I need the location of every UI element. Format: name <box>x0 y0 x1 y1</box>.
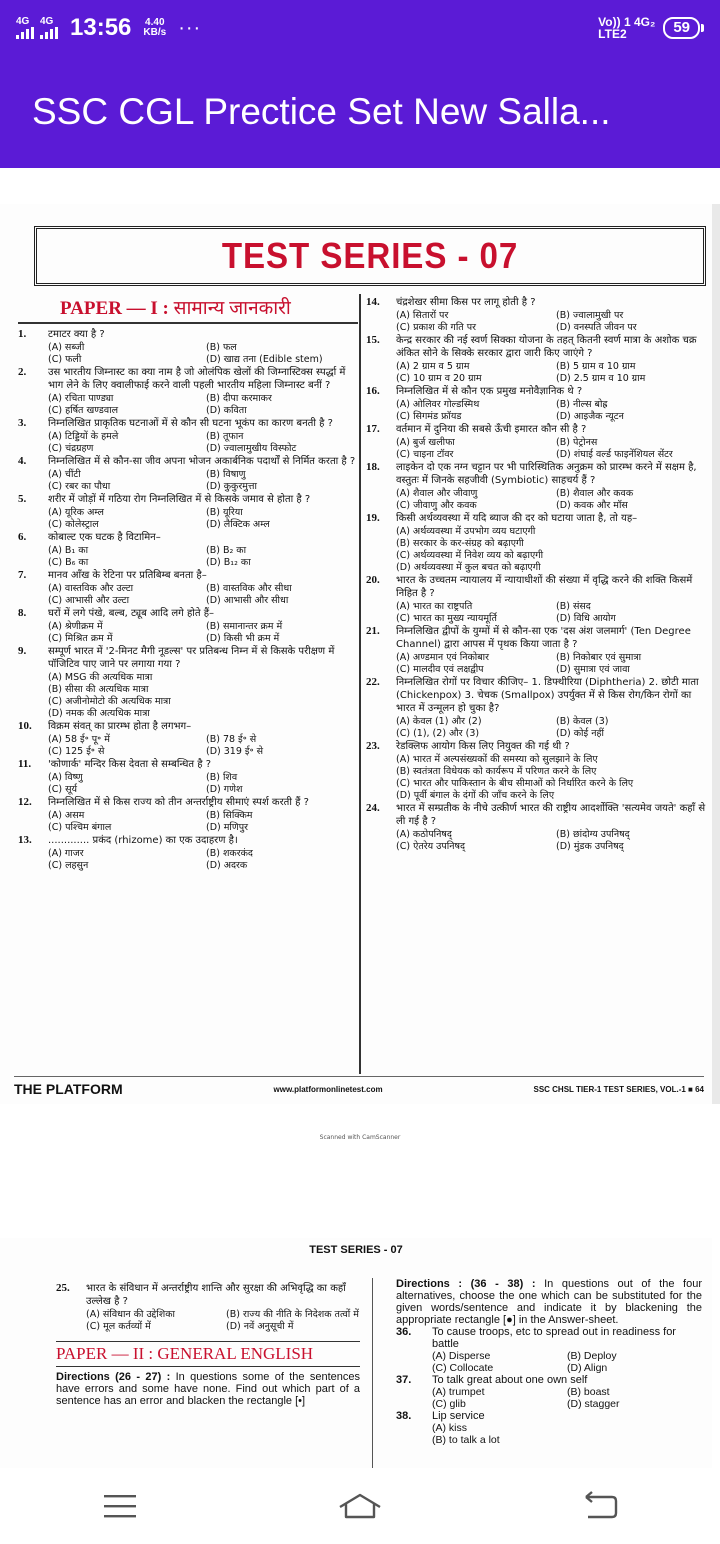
answer-option: (C) जीवाणु और कवक <box>396 500 477 511</box>
sim1-label: 4G <box>16 16 30 27</box>
back-button[interactable] <box>560 1476 640 1536</box>
answer-option <box>556 562 710 574</box>
publisher-name: THE PLATFORM <box>14 1081 123 1097</box>
answer-option: (C) कोलेस्ट्राल <box>48 519 99 530</box>
answer-option: (C) सिगमंड फ्रॉयड <box>396 411 462 422</box>
question-text: To talk great about one own self <box>432 1374 588 1386</box>
question-number: 25. <box>56 1282 70 1294</box>
answer-option: (B) स्वतंत्रता विधेयक को कार्यरूप में परिणत करने के लिए <box>396 766 597 777</box>
question-number: 11. <box>18 758 32 770</box>
menu-icon <box>102 1492 138 1520</box>
answer-option: (D) लैक्टिक अम्ल <box>206 519 270 530</box>
system-navigation-bar <box>0 1468 720 1544</box>
answer-option: (A) अण्डमान एवं निकोबार <box>396 652 490 663</box>
directions-text <box>396 1278 702 1326</box>
paper-prefix: PAPER — I : <box>60 298 169 319</box>
answer-option: (C) (1), (2) और (3) <box>396 728 480 739</box>
question-item <box>396 1374 702 1410</box>
answer-option: (A) भारत का राष्ट्रपति <box>396 601 473 612</box>
question-item <box>366 676 710 740</box>
answer-option: (A) B₁ का <box>48 545 89 556</box>
question-text: घरों में लगे पंखे, बल्ब, ट्यूब आदि लगे होते हैं– <box>48 608 215 619</box>
question-item <box>396 1410 702 1446</box>
answer-option: (A) श्रेणीक्रम में <box>48 621 103 632</box>
question-text: चंद्रशेखर सीमा किस पर लागू होती है ? <box>396 297 536 308</box>
left-column <box>56 1282 360 1407</box>
column-divider <box>372 1278 373 1478</box>
question-item <box>366 296 710 334</box>
question-number: 10. <box>18 720 32 732</box>
answer-option: (B) यूरिया <box>206 507 243 518</box>
signal-bars-icon <box>40 27 58 39</box>
answer-option: (D) ज्वालामुखीय विस्फोट <box>206 443 297 454</box>
answer-option: (B) विषाणु <box>206 469 246 480</box>
question-list <box>366 296 710 853</box>
answer-option: (C) glib <box>432 1398 466 1410</box>
answer-option: (A) रचिता पाण्ड्या <box>48 393 114 404</box>
question-text: सम्पूर्ण भारत में '2-मिनट मैगी नूडल्स' पर प्रतिबन्ध निम्न में से किसके परीक्षण में पॉजिटिव पाए जाने पर लगाया गया ? <box>48 646 335 670</box>
answer-option: (D) मणिपुर <box>206 822 249 833</box>
answer-option: (D) कवक और मॉस <box>556 500 628 511</box>
answer-option: (B) समानान्तर क्रम में <box>206 621 283 632</box>
answer-option: (C) रबर का पौधा <box>48 481 111 492</box>
answer-option: (C) फली <box>48 354 82 365</box>
question-item <box>18 796 358 834</box>
question-number: 6. <box>18 531 27 543</box>
question-text: उस भारतीय जिम्नास्ट का क्या नाम है जो ओलंपिक खेलों की जिम्नास्टिक्स स्पर्द्धा में भाग लेने के लिए क्वालीफाई करने वाली पहली भारतीय महिला जिम्नास्ट बनीं ? <box>48 367 346 391</box>
answer-option: (C) 125 ई॰ से <box>48 746 105 757</box>
sim1-signal <box>16 17 34 39</box>
question-text: लाइकेन दो एक नग्न चट्टान पर भी पारिस्थितिक अनुक्रम को प्रारम्भ करने में सक्षम है, वस्तुतः में जिनके सहजीवी (Symbiotic) साहचर्य हैं ? <box>396 462 697 486</box>
answer-option: (D) 2.5 ग्राम व 10 ग्राम <box>556 373 646 384</box>
question-item <box>18 720 358 758</box>
answer-option: (D) वनस्पति जीवन पर <box>556 322 637 333</box>
answer-option: (B) B₂ का <box>206 545 247 556</box>
question-item <box>396 1326 702 1374</box>
answer-option: (C) आभासी और उल्टा <box>48 595 130 606</box>
answer-option: (B) ज्वालामुखी पर <box>556 310 624 321</box>
answer-option: (D) कविता <box>206 405 247 416</box>
volte-label: Vo)) 1 <box>598 15 631 29</box>
answer-option: (D) किसी भी क्रम में <box>206 633 280 644</box>
answer-option: (C) हर्षित खण्डवाल <box>48 405 119 416</box>
answer-option: (D) आइजैक न्यूटन <box>556 411 624 422</box>
question-number: 24. <box>366 802 380 814</box>
question-list <box>18 328 358 872</box>
document-page <box>0 204 712 1104</box>
answer-option: (A) संविधान की उद्देशिका <box>86 1309 175 1320</box>
answer-option: (D) stagger <box>567 1398 620 1410</box>
answer-option: (C) प्रकाश की गति पर <box>396 322 477 333</box>
network-indicator <box>598 16 655 40</box>
answer-option: (C) मूल कर्तव्यों में <box>86 1321 151 1332</box>
answer-option: (C) सूर्य <box>48 784 77 795</box>
answer-option: (A) trumpet <box>432 1386 485 1398</box>
paper-name: सामान्य जानकारी <box>173 298 291 319</box>
answer-option: (C) भारत का मुख्य न्यायमूर्ति <box>396 613 497 624</box>
question-text: निम्नलिखित में से कौन एक प्रमुख मनोवैज्ञानिक थे ? <box>396 386 583 397</box>
answer-option: (B) to talk a lot <box>432 1434 500 1446</box>
answer-option: (A) वास्तविक और उल्टा <box>48 583 134 594</box>
question-text: मानव आँख के रेटिना पर प्रतिबिम्ब बनता है– <box>48 570 207 581</box>
question-item <box>366 385 710 423</box>
question-text: 'कोणार्क' मन्दिर किस देवता से सम्बन्धित है ? <box>48 759 212 770</box>
answer-option: (A) असम <box>48 810 85 821</box>
question-text: भारत में सम्प्रतीक के नीचे उत्कीर्ण भारत की राष्ट्रीय आदर्शोक्ति 'सत्यमेव जयते' कहाँ से ली गई है ? <box>396 803 706 827</box>
question-number: 19. <box>366 512 380 524</box>
battery-icon <box>663 17 704 39</box>
publisher-website: www.platformonlinetest.com <box>273 1084 383 1094</box>
home-button[interactable] <box>320 1476 400 1536</box>
answer-option <box>567 1434 702 1446</box>
test-series-title: TEST SERIES - 07 <box>309 1244 403 1256</box>
question-item <box>366 625 710 676</box>
question-number: 37. <box>396 1374 412 1386</box>
answer-option: (D) Align <box>567 1362 608 1374</box>
answer-option: (A) सितारों पर <box>396 310 449 321</box>
question-number: 1. <box>18 328 27 340</box>
scanner-watermark: Scanned with CamScanner <box>319 1134 401 1141</box>
answer-option: (D) शंघाई वर्ल्ड फाइनेंशियल सेंटर <box>556 449 673 460</box>
answer-option <box>556 550 710 562</box>
answer-option: (D) अर्थव्यवस्था में कुल बचत को बढ़ाएगी <box>396 562 541 573</box>
answer-option: (D) नमक की अत्यधिक मात्रा <box>48 708 150 719</box>
question-item <box>366 461 710 512</box>
answer-option <box>556 538 710 550</box>
status-bar <box>0 0 720 56</box>
more-notifications-icon: ··· <box>178 16 202 39</box>
answer-option: (A) सब्जी <box>48 342 85 353</box>
answer-option: (C) पश्चिम बंगाल <box>48 822 112 833</box>
series-page-number: SSC CHSL TIER-1 TEST SERIES, VOL.-1 ■ 64 <box>533 1084 704 1094</box>
answer-option: (C) चाइना टॉवर <box>396 449 454 460</box>
speed-value: 4.40 <box>145 17 165 28</box>
question-text: ............. प्रकंद (rhizome) का एक उदाहरण है। <box>48 835 238 846</box>
answer-option: (B) केवल (3) <box>556 716 609 727</box>
answer-option: (A) कठोपनिषद् <box>396 829 452 840</box>
question-text: कोबाल्ट एक घटक है विटामिन– <box>48 532 161 543</box>
answer-option: (C) मालदीव एवं लक्षद्वीप <box>396 664 484 675</box>
question-text: भारत के उच्चतम न्यायालय में न्यायाधीशों की संख्या में वृद्धि करने की शक्ति किसमें निहित है ? <box>396 575 693 599</box>
directions-body: In questions some of the sentences have errors and some have none. Find out which part of a sentence has an error and blacken the rectangle [•] <box>56 1371 360 1407</box>
question <box>56 1282 360 1333</box>
question-number: 4. <box>18 455 27 467</box>
question-text: शरीर में जोड़ों में गठिया रोग निम्नलिखित में से किसके जमाव से होता है ? <box>48 494 311 505</box>
answer-option: (A) चींटी <box>48 469 81 480</box>
answer-option: (D) B₁₂ का <box>206 557 251 568</box>
answer-option: (A) kiss <box>432 1422 467 1434</box>
answer-option: (D) अदरक <box>206 860 248 871</box>
question-number: 14. <box>366 296 380 308</box>
question-item <box>366 574 710 625</box>
answer-option: (A) गाजर <box>48 848 84 859</box>
paper-heading: PAPER — II : GENERAL ENGLISH <box>56 1341 360 1367</box>
answer-option: (A) यूरिक अम्ल <box>48 507 104 518</box>
left-column <box>18 294 358 872</box>
answer-option: (B) पेट्रोनस <box>556 437 598 448</box>
question-text: निम्नलिखित प्राकृतिक घटनाओं में से कौन सी घटना भूकंप का कारण बनती है ? <box>48 418 333 429</box>
answer-option: (C) भारत और पाकिस्तान के बीच सीमाओं को निर्धारित करने के लिए <box>396 778 634 789</box>
answer-option: (B) शिव <box>206 772 238 783</box>
answer-option <box>639 766 710 778</box>
question-item <box>18 493 358 531</box>
lte-label: LTE2 <box>598 27 627 41</box>
answer-option <box>206 672 358 684</box>
menu-button[interactable] <box>80 1476 160 1536</box>
battery-level: 59 <box>663 17 700 39</box>
question-number: 17. <box>366 423 380 435</box>
answer-option: (A) अर्थव्यवस्था में उपभोग व्यय घटाएगी <box>396 526 536 537</box>
question-item <box>18 328 358 366</box>
question-item <box>18 417 358 455</box>
answer-option: (C) लहसुन <box>48 860 89 871</box>
answer-option <box>639 790 710 802</box>
answer-option: (B) तूफान <box>206 431 244 442</box>
question-text: किसी अर्थव्यवस्था में यदि ब्याज की दर को घटाया जाता है, तो यह– <box>396 513 638 524</box>
answer-option <box>206 708 358 720</box>
question-text: निम्नलिखित में से किस राज्य को तीन अन्तर्राष्ट्रीय सीमाएं स्पर्श करती हैं ? <box>48 797 309 808</box>
answer-option <box>206 696 358 708</box>
answer-option: (D) नवें अनुसूची में <box>226 1321 294 1332</box>
answer-option <box>556 526 710 538</box>
directions-head: Directions : (36 - 38) : <box>396 1278 536 1290</box>
question-number: 13. <box>18 834 32 846</box>
question-number: 7. <box>18 569 27 581</box>
question-text: टमाटर क्या है ? <box>48 329 105 340</box>
answer-option: (B) boast <box>567 1386 610 1398</box>
question-number: 23. <box>366 740 380 752</box>
answer-option: (A) 2 ग्राम व 5 ग्राम <box>396 361 470 372</box>
document-viewer[interactable] <box>0 168 720 1468</box>
question-text: विक्रम संवत् का प्रारम्भ होता है लगभग– <box>48 721 192 732</box>
app-bar <box>0 56 720 168</box>
answer-option: (B) नील्स बोह्र <box>556 399 608 410</box>
answer-option: (C) Collocate <box>432 1362 494 1374</box>
question-list <box>396 1326 702 1446</box>
question-item <box>18 569 358 607</box>
question-number: 3. <box>18 417 27 429</box>
question-text: निम्नलिखित रोगों पर विचार कीजिए– 1. डिफ्थीरिया (Diphtheria) 2. छोटी माता (Chickenpox) 3. चेचक (Smallpox) उपर्युक्त में से किस रोग/किन रोगों का भारत में उन्मूलन हो चुका है? <box>396 677 699 714</box>
question-number: 21. <box>366 625 380 637</box>
question-number: 2. <box>18 366 27 378</box>
network-speed <box>143 18 166 38</box>
question-item <box>18 645 358 720</box>
network-label: 4G₂ <box>633 15 656 29</box>
answer-option: (B) शकरकंद <box>206 848 253 859</box>
answer-option: (B) Deploy <box>567 1350 617 1362</box>
answer-option: (D) मुंडक उपनिषद् <box>556 841 624 852</box>
question-text: केन्द्र सरकार की नई स्वर्ण सिक्का योजना के तहत् कितनी स्वर्ण मात्रा के अशोक चक्र अंकित सोने के सिक्के सरकार द्वारा जारी किए जाएंगे ? <box>396 335 697 359</box>
question-item <box>18 455 358 493</box>
directions-body: In questions out of the four alternatives, choose the one which can be substituted for the given words/sentence and indicate it by blackening the appropriate rectangle [●] in the Answer-sheet. <box>396 1278 703 1326</box>
question-item <box>366 740 710 802</box>
answer-option: (D) विधि आयोग <box>556 613 616 624</box>
question-number: 5. <box>18 493 27 505</box>
question-item <box>18 531 358 569</box>
answer-option: (A) केवल (1) और (2) <box>396 716 482 727</box>
answer-option: (C) ऐतरेय उपनिषद् <box>396 841 466 852</box>
question-number: 36. <box>396 1326 412 1338</box>
question-text: To cause troops, etc to spread out in readiness for battle <box>432 1326 676 1350</box>
answer-option: (B) निकोबार एवं सुमात्रा <box>556 652 642 663</box>
answer-option: (A) टिड्डियों के हमले <box>48 431 119 442</box>
question-text: रेडक्लिफ आयोग किस लिए नियुक्त की गई थी ? <box>396 741 570 752</box>
question-text: निम्नलिखित में से कौन-सा जीव अपना भोजन अकार्बनिक पदार्थों से निर्मित करता है ? <box>48 456 356 467</box>
answer-option: (A) MSG की अत्यधिक मात्रा <box>48 672 153 683</box>
answer-option: (B) सरकार के कर-संग्रह को बढ़ाएगी <box>396 538 524 549</box>
answer-option: (D) गणेश <box>206 784 243 795</box>
question-number: 9. <box>18 645 27 657</box>
answer-option: (A) ओलिवर गोल्डस्मिथ <box>396 399 480 410</box>
answer-option: (D) खाद्य तना (Edible stem) <box>206 354 323 365</box>
answer-option <box>206 684 358 696</box>
question-number: 8. <box>18 607 27 619</box>
answer-option <box>567 1422 702 1434</box>
answer-option: (C) अर्थव्यवस्था में निवेश व्यय को बढ़ाएगी <box>396 550 544 561</box>
right-column <box>396 1278 702 1446</box>
answer-option: (D) 319 ई॰ से <box>206 746 264 757</box>
answer-option: (D) कुकुरमुत्ता <box>206 481 257 492</box>
answer-option: (A) Disperse <box>432 1350 491 1362</box>
question-number: 18. <box>366 461 380 473</box>
question-number: 38. <box>396 1410 412 1422</box>
answer-option: (A) 58 ई॰ पू॰ में <box>48 734 110 745</box>
question-item <box>18 366 358 417</box>
answer-option: (B) फल <box>206 342 237 353</box>
paper-heading <box>18 294 358 324</box>
sim2-signal <box>40 17 58 39</box>
question-item <box>18 834 358 872</box>
column-divider <box>359 294 361 1074</box>
answer-option <box>639 754 710 766</box>
question-number: 22. <box>366 676 380 688</box>
home-icon <box>336 1491 384 1521</box>
document-page <box>0 1238 712 1478</box>
right-column <box>366 296 710 853</box>
answer-option: (A) विष्णु <box>48 772 83 783</box>
question-item <box>366 334 710 385</box>
answer-option: (D) सुमात्रा एवं जावा <box>556 664 630 675</box>
sim2-label: 4G <box>40 16 54 27</box>
answer-option: (B) 78 ई॰ से <box>206 734 257 745</box>
next-page-edge <box>712 204 720 1104</box>
test-series-banner <box>34 226 706 286</box>
answer-option: (D) आभासी और सीधा <box>206 595 289 606</box>
question-number: 20. <box>366 574 380 586</box>
answer-option: (A) बुर्ज खलीफा <box>396 437 455 448</box>
answer-option: (C) चंद्रग्रहण <box>48 443 94 454</box>
answer-option: (B) दीपा करमाकर <box>206 393 272 404</box>
question-text: भारत के संविधान में अन्तर्राष्ट्रीय शान्ति और सुरक्षा की अभिवृद्धि का कहाँ उल्लेख है ? <box>86 1283 346 1307</box>
speed-unit: KB/s <box>143 27 167 38</box>
question-item <box>366 802 710 853</box>
answer-option: (B) सिक्किम <box>206 810 253 821</box>
signal-bars-icon <box>16 27 34 39</box>
question-text: Lip service <box>432 1410 485 1422</box>
question-text: निम्नलिखित द्वीपों के युग्मों में से कौन-सा एक 'दस अंश जलमार्ग' (Ten Degree Channel) द्वारा आपस में पृथक किया जाता है ? <box>396 626 691 650</box>
answer-option: (C) अजीनोमोटो की अत्यधिक मात्रा <box>48 696 171 707</box>
answer-option: (B) राज्य की नीति के निदेशक तत्वों में <box>226 1309 359 1320</box>
clock: 13:56 <box>70 14 132 41</box>
directions-head: Directions (26 - 27) : <box>56 1371 171 1383</box>
answer-option: (D) पूर्वी बंगाल के दंगों की जाँच करने के लिए <box>396 790 555 801</box>
document-title: SSC CGL Prectice Set New Salla... <box>32 91 611 132</box>
answer-option: (B) 5 ग्राम व 10 ग्राम <box>556 361 636 372</box>
directions-text <box>56 1371 360 1407</box>
answer-option <box>639 778 710 790</box>
page-footer <box>14 1076 704 1097</box>
answer-option: (B) सीसा की अत्यधिक मात्रा <box>48 684 149 695</box>
question-item <box>18 607 358 645</box>
answer-option: (B) छांदोग्य उपनिषद् <box>556 829 630 840</box>
answer-option: (B) संसद <box>556 601 591 612</box>
question-item <box>56 1282 360 1333</box>
answer-option: (C) मिश्रित क्रम में <box>48 633 113 644</box>
question-number: 12. <box>18 796 32 808</box>
test-series-title: TEST SERIES - 07 <box>221 235 519 276</box>
answer-option: (C) 10 ग्राम व 20 ग्राम <box>396 373 482 384</box>
answer-option: (B) वास्तविक और सीधा <box>206 583 292 594</box>
question-number: 15. <box>366 334 380 346</box>
answer-option: (D) कोई नहीं <box>556 728 604 739</box>
question-item <box>18 758 358 796</box>
question-number: 16. <box>366 385 380 397</box>
answer-option: (A) भारत में अल्पसंख्यकों की समस्या को सुलझाने के लिए <box>396 754 598 765</box>
question-text: वर्तमान में दुनिया की सबसे ऊँची इमारत कौन सी है ? <box>396 424 587 435</box>
answer-option: (B) शैवाल और कवक <box>556 488 634 499</box>
back-icon <box>580 1491 620 1521</box>
question-item <box>366 423 710 461</box>
answer-option: (A) शैवाल और जीवाणु <box>396 488 478 499</box>
question-item <box>366 512 710 574</box>
answer-option: (C) B₆ का <box>48 557 89 568</box>
